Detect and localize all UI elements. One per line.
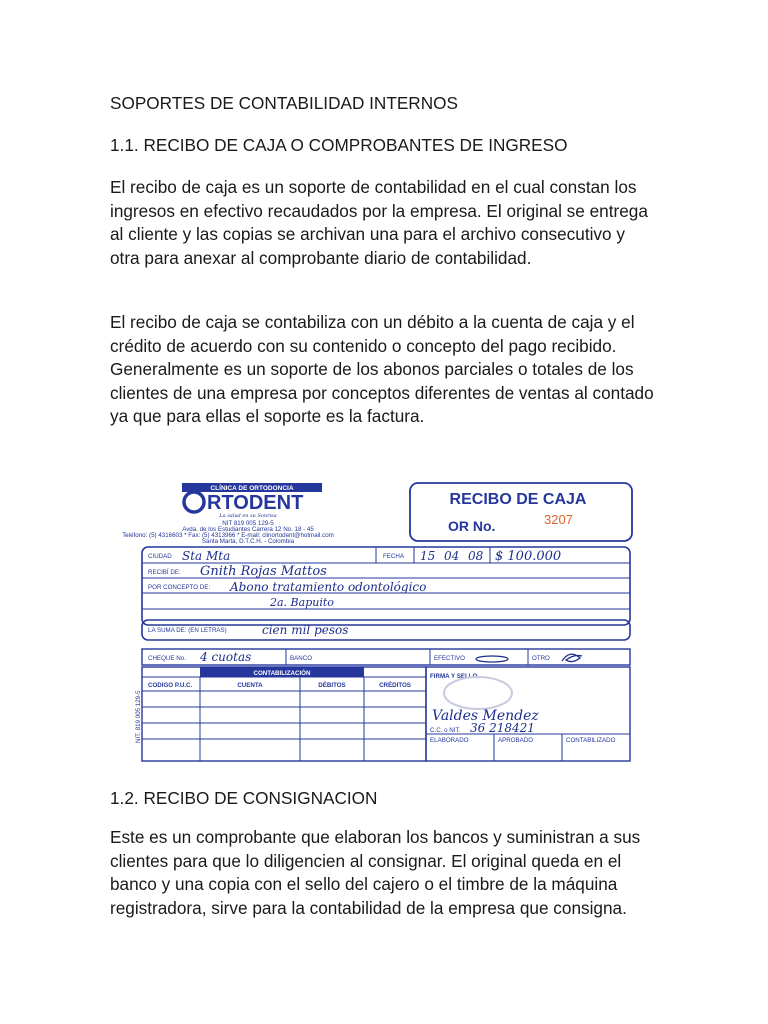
label-fecha: FECHA bbox=[383, 553, 404, 560]
label-efectivo: EFECTIVO bbox=[434, 655, 465, 662]
hw-concepto-2: 2a. Bapuito bbox=[270, 596, 334, 609]
hw-concepto: Abono tratamiento odontológico bbox=[230, 580, 427, 594]
label-recibi: RECIBÍ DE: bbox=[148, 569, 181, 576]
section-1-paragraph-2: El recibo de caja se contabiliza con un débito a la cuenta de caja y el crédito de acuerdo con su contenido o concepto del pago recibido. Generalmente es un soporte de los abonos parciales o totales de los clientes de una empresa por conceptos diferentes de ventas al contado ya que para ellas el soporte es la factura. bbox=[110, 312, 654, 426]
nit-line: NIT 819 005 129-5 bbox=[222, 520, 274, 527]
label-aprobado: APROBADO bbox=[498, 737, 534, 744]
brand-name: RTODENT bbox=[207, 492, 304, 514]
section-1-title: 1.1. RECIBO DE CAJA O COMPROBANTES DE INGRESO bbox=[110, 135, 568, 155]
banner-text: CLÍNICA DE ORTODONCIA bbox=[210, 485, 294, 492]
label-cheque: CHEQUE No. bbox=[148, 655, 186, 662]
col-debitos: DÉBITOS bbox=[318, 682, 346, 689]
tagline: La salud en su Sonrisa bbox=[219, 513, 277, 519]
label-otro: OTRO bbox=[532, 655, 550, 662]
hw-fecha-y: 08 bbox=[468, 549, 484, 563]
otro-mark bbox=[562, 654, 582, 661]
section-2-paragraph: Este es un comprobante que elaboran los bancos y suministran a sus clientes para que lo diligencien al consignar. El original queda en el banco y una copia con el sello del cajero o el timbre de la máquina registradora, sirve para la contabilidad de la empresa que consigna. bbox=[110, 827, 641, 918]
hw-valor: $ 100.000 bbox=[495, 549, 562, 564]
phones-line: Teléfono: (5) 4316603 * Fax: (5) 4313966 * E-mail: clinortodent@hotmail.com bbox=[122, 532, 334, 539]
hw-ccnit: 36 218421 bbox=[470, 721, 535, 735]
city-line: Santa Marta, D.T.C.H. - Colombia bbox=[201, 538, 295, 545]
logo-o-icon bbox=[184, 492, 204, 512]
hw-fecha-m: 04 bbox=[444, 549, 460, 563]
address-line: Avda. de los Estudiantes Carrera 12 No. 18 - 45 bbox=[182, 526, 314, 533]
efectivo-mark bbox=[476, 656, 508, 662]
section-2-title: 1.2. RECIBO DE CONSIGNACION bbox=[110, 788, 378, 808]
stamp-mark bbox=[444, 677, 512, 709]
page-heading: SOPORTES DE CONTABILIDAD INTERNOS bbox=[110, 93, 458, 113]
receipt-number: 3207 bbox=[544, 512, 573, 527]
label-suma: LA SUMA DE: (EN LETRAS) bbox=[148, 627, 227, 634]
receipt-title: RECIBO DE CAJA bbox=[449, 491, 587, 508]
hw-cheque: 4 cuotas bbox=[200, 650, 252, 664]
hw-fecha-d: 15 bbox=[420, 549, 436, 563]
label-ccnit: C.C. o NIT. bbox=[430, 727, 461, 734]
label-elaborado: ELABORADO bbox=[430, 737, 469, 744]
hw-suma: cien mil pesos bbox=[262, 623, 349, 637]
label-firma: FIRMA Y SELLO bbox=[430, 673, 478, 680]
label-contabilizacion: CONTABILIZACIÓN bbox=[253, 670, 311, 677]
col-creditos: CRÉDITOS bbox=[379, 682, 411, 689]
or-label: OR No. bbox=[448, 518, 496, 534]
label-contabilizado: CONTABILIZADO bbox=[566, 737, 616, 744]
side-nit: NIT. 819 005 129-5 bbox=[135, 690, 142, 743]
label-banco: BANCO bbox=[290, 655, 313, 662]
label-concepto: POR CONCEPTO DE: bbox=[148, 584, 211, 591]
hw-recibi: Gnith Rojas Mattos bbox=[200, 564, 327, 579]
col-cuenta: CUENTA bbox=[237, 682, 263, 689]
label-ciudad: CIUDAD bbox=[148, 553, 172, 560]
hw-ciudad: Sta Mta bbox=[182, 549, 231, 563]
recibo-de-caja-image bbox=[122, 475, 634, 762]
col-codigo: CODIGO P.U.C. bbox=[148, 682, 193, 689]
section-1-paragraph-1: El recibo de caja es un soporte de contabilidad en el cual constan los ingresos en efectivo recaudados por la empresa. El original se entrega al cliente y las copias se archivan una para el archivo consecutivo y otra para anexar al comprobante diario de contabilidad. bbox=[110, 177, 648, 268]
hw-firma: Valdes Mendez bbox=[432, 708, 539, 724]
